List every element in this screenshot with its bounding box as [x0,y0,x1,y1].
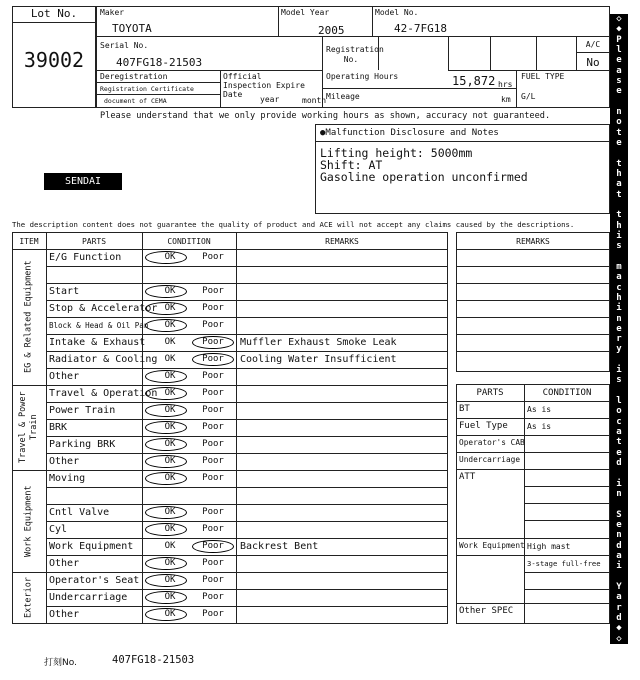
sidebar-char: c [616,416,622,427]
ac-label: A/C [585,40,601,49]
sidebar-char: t [616,189,622,200]
sidebar-char: e [616,86,622,97]
malfunction-line-3: Gasoline operation unconfirmed [320,170,528,184]
ok-label: OK [164,354,176,364]
col-item: ITEM [19,237,39,246]
lot-no-label: Lot No. [30,7,78,20]
sidebar-char: l [616,396,622,407]
col-parts: PARTS [81,237,107,246]
sidebar-char: e [616,55,622,66]
spec-divider [524,503,610,504]
spec-divider [524,520,610,521]
malfunction-line-1: Lifting height: 5000mm [320,146,473,160]
condition-circle [145,523,187,536]
row-divider [46,555,448,556]
part-name: Moving [49,473,86,484]
ok-label: OK [164,473,176,483]
spec-divider [456,555,610,556]
condition-circle [145,285,187,298]
sidebar-char: n [616,106,622,117]
registration-certificate-label: Registration Certificate [100,85,194,93]
sidebar-char: P [616,34,622,45]
spec-table [456,384,610,624]
condition-circle [192,540,234,553]
poor-label: Poor [202,609,224,619]
model-year: 2005 [318,24,345,37]
ok-label: OK [164,320,176,330]
sidebar-char [610,200,628,210]
row-divider [12,572,448,573]
sidebar-char: r [616,334,622,345]
sidebar-char: S [616,509,622,520]
spec-divider [524,572,610,573]
spec-part: BT [459,404,470,414]
spec-divider [524,486,610,487]
ok-label: OK [164,286,176,296]
spec-divider [456,538,610,539]
poor-label: Poor [202,371,224,381]
sidebar-char: ◆ [616,623,622,634]
ok-label: OK [164,371,176,381]
sidebar-char: s [616,75,622,86]
sidebar-char: n [616,530,622,541]
spec-condition: As is [527,405,552,414]
sidebar-char [610,97,628,107]
remarks-line [456,351,610,352]
condition-circle [145,370,187,383]
sidebar-char: h [616,220,622,231]
ok-label: OK [164,575,176,585]
sidebar-char [610,355,628,365]
model-no-label: Model No. [375,8,419,17]
condition-circle [145,591,187,604]
part-name: Other [49,558,80,569]
location-notice-sidebar [610,14,628,644]
sidebar-char [610,148,628,158]
condition-circle [145,574,187,587]
sidebar-char: n [616,489,622,500]
spec-divider [524,589,610,590]
operating-hours-label: Operating Hours [326,72,399,81]
spec-condition: 3-stage full-free [527,559,601,568]
sidebar-char: y [616,344,622,355]
remarks-line [456,317,610,318]
month-label: month [302,96,327,105]
item-group-label: Work Equipment [23,485,34,557]
sidebar-char: s [616,241,622,252]
row-divider [46,368,448,369]
ac-value: No [586,56,600,69]
part-name: Other [49,609,80,620]
sidebar-char: e [616,137,622,148]
ok-label: OK [164,524,176,534]
row-divider [46,402,448,403]
row-divider [12,470,448,471]
condition-circle [145,506,187,519]
col-remarks: REMARKS [325,237,359,246]
condition-circle [145,404,187,417]
condition-circle [145,302,187,315]
part-name: Other [49,371,80,382]
row-divider [46,283,448,284]
part-name: Parking BRK [49,439,116,450]
sidebar-char: Y [616,582,622,593]
stamp-no: 407FG18-21503 [112,654,195,666]
row-divider [46,453,448,454]
condition-circle [145,251,187,264]
spec-part: Other SPEC [459,606,514,616]
poor-label: Poor [202,575,224,585]
ok-label: OK [164,558,176,568]
spec-condition-header: CONDITION [542,388,592,398]
official-inspection-label: Official Inspection Expire Date [223,72,305,99]
sidebar-char: ◆ [616,24,622,35]
part-name: Start [49,286,80,297]
spec-part: Work Equipment [459,541,525,550]
spec-divider [456,418,610,419]
sidebar-char: m [616,261,622,272]
poor-label: Poor [202,303,224,313]
poor-label: Poor [202,388,224,398]
sidebar-char [610,252,628,262]
sidebar-char: e [616,447,622,458]
ok-label: OK [164,337,176,347]
sidebar-char: s [616,375,622,386]
disclaimer: The description content does not guarantee the quality of product and ACE will not accept any claims caused by the descriptions. [12,220,575,229]
hrs-label: hrs [498,80,513,89]
poor-label: Poor [202,507,224,517]
poor-label: Poor [202,592,224,602]
model-year-label: Model Year [281,8,330,17]
part-name: BRK [49,422,68,433]
remarks-line [456,283,610,284]
spec-part: Fuel Type [459,421,508,431]
spec-part: Operator's CAB [459,438,525,447]
row-divider [46,606,448,607]
sidebar-char: a [616,427,622,438]
poor-label: Poor [202,252,224,262]
sidebar-char [610,572,628,582]
sidebar-char: h [616,168,622,179]
sidebar-char: d [616,458,622,469]
sidebar-char: i [616,365,622,376]
row-divider [46,300,448,301]
sidebar-char: ◇ [616,633,622,644]
poor-label: Poor [202,456,224,466]
poor-label: Poor [202,558,224,568]
sidebar-char: d [616,613,622,624]
remarks-line [456,300,610,301]
ok-label: OK [164,592,176,602]
spec-divider [456,452,610,453]
row-divider [46,521,448,522]
row-divider [12,385,448,386]
ok-label: OK [164,456,176,466]
sidebar-char: a [616,272,622,283]
ok-label: OK [164,388,176,398]
sidebar-char: r [616,602,622,613]
lot-no: 39002 [23,48,85,72]
sidebar-char: a [616,551,622,562]
condition-circle [145,472,187,485]
spec-divider [456,401,610,402]
row-divider [46,419,448,420]
condition-circle [192,336,234,349]
remarks-line [456,334,610,335]
location-badge: SENDAI [44,173,122,190]
poor-label: Poor [202,524,224,534]
condition-circle [145,438,187,451]
part-name: Power Train [49,405,116,416]
row-divider [46,334,448,335]
sidebar-char: o [616,406,622,417]
item-group-label: Travel & Power Train [18,391,39,464]
serial-no-label: Serial No. [100,41,149,50]
condition-circle [192,353,234,366]
sidebar-char: e [616,520,622,531]
item-group-label: EG & Related Equipment [23,260,34,374]
col-condition: CONDITION [167,237,211,246]
row-divider [46,538,448,539]
row-divider [46,487,448,488]
row-divider [46,436,448,437]
part-name: Other [49,456,80,467]
part-name: Stop & Accelerator [49,303,158,314]
row-divider [46,266,448,267]
sidebar-char: a [616,179,622,190]
ok-label: OK [164,507,176,517]
ok-label: OK [164,422,176,432]
sidebar-char: e [616,323,622,334]
mileage-label: Mileage [326,92,360,101]
poor-label: Poor [202,354,224,364]
part-name: Block & Head & Oil Pan [49,321,149,330]
sidebar-char: d [616,540,622,551]
poor-label: Poor [202,541,224,551]
sidebar-char: i [616,230,622,241]
sidebar-char [610,386,628,396]
part-name: Operator's Seat [49,575,140,586]
sidebar-char [610,468,628,478]
ok-label: OK [164,609,176,619]
sidebar-char: a [616,65,622,76]
sidebar-char: a [616,592,622,603]
part-name: Travel & Operation [49,388,158,399]
document-of-cema-label: document of CEMA [104,97,167,105]
part-name: Undercarriage [49,592,128,603]
sidebar-char: i [616,303,622,314]
condition-circle [145,608,187,621]
remark-text: Muffler Exhaust Smoke Leak [240,337,397,348]
spec-part: Undercarriage [459,455,521,464]
spec-divider [456,603,610,604]
registration-label: Registration No. [326,45,384,64]
ok-label: OK [164,541,176,551]
row-divider [46,589,448,590]
malfunction-title: ●Malfunction Disclosure and Notes [320,128,499,138]
stamp-no-label: 打刻No. [44,658,77,668]
part-name: Intake & Exhaust [49,337,146,348]
part-name: Cyl [49,524,68,535]
spec-condition: High mast [527,542,571,551]
poor-label: Poor [202,422,224,432]
sidebar-char: h [616,292,622,303]
sidebar-char: l [616,44,622,55]
condition-circle [145,557,187,570]
poor-label: Poor [202,439,224,449]
poor-label: Poor [202,337,224,347]
remarks-line [456,266,610,267]
sidebar-char: t [616,210,622,221]
year-label: year [260,95,280,104]
row-divider [46,317,448,318]
spec-parts-header: PARTS [476,388,504,398]
sidebar-char: t [616,127,622,138]
condition-circle [145,387,187,400]
sidebar-char: c [616,282,622,293]
spec-condition: As is [527,422,552,431]
sidebar-char [610,499,628,509]
spec-divider [456,435,610,436]
poor-label: Poor [202,286,224,296]
item-group-label: Exterior [23,577,34,618]
remark-text: Cooling Water Insufficient [240,354,397,365]
condition-circle [145,455,187,468]
sidebar-char: t [616,158,622,169]
ok-label: OK [164,439,176,449]
sidebar-char: o [616,117,622,128]
malfunction-line-2: Shift: AT [320,158,383,172]
maker-label: Maker [100,8,125,17]
part-name: Cntl Valve [49,507,110,518]
condition-circle [145,319,187,332]
model-no: 42-7FG18 [394,22,447,35]
poor-label: Poor [202,320,224,330]
condition-circle [145,421,187,434]
ok-label: OK [164,303,176,313]
fuel-type-label: FUEL TYPE [521,72,565,81]
sidebar-char: t [616,437,622,448]
row-divider [46,351,448,352]
poor-label: Poor [202,473,224,483]
hours-notice: Please understand that we only provide working hours as shown, accuracy not guaranteed. [100,111,551,121]
sidebar-char: i [616,478,622,489]
part-name: Work Equipment [49,541,134,552]
fuel-type: G/L [521,92,536,101]
serial-no: 407FG18-21503 [116,56,203,69]
poor-label: Poor [202,405,224,415]
row-divider [46,504,448,505]
spec-part: ATT [459,472,476,482]
part-name: E/G Function [49,252,122,263]
sidebar-char: i [616,561,622,572]
maker: TOYOTA [112,22,152,35]
spec-divider [456,469,610,470]
remark-text: Backrest Bent [240,541,319,552]
sidebar-char: ◇ [616,14,622,24]
right-remarks-header: REMARKS [516,237,550,246]
ok-label: OK [164,405,176,415]
operating-hours: 15,872 [452,74,496,88]
km-label: km [501,95,511,104]
deregistration-label: Deregistration [100,72,168,81]
ok-label: OK [164,252,176,262]
part-name: Radiator & Cooling [49,354,158,365]
sidebar-char: n [616,313,622,324]
